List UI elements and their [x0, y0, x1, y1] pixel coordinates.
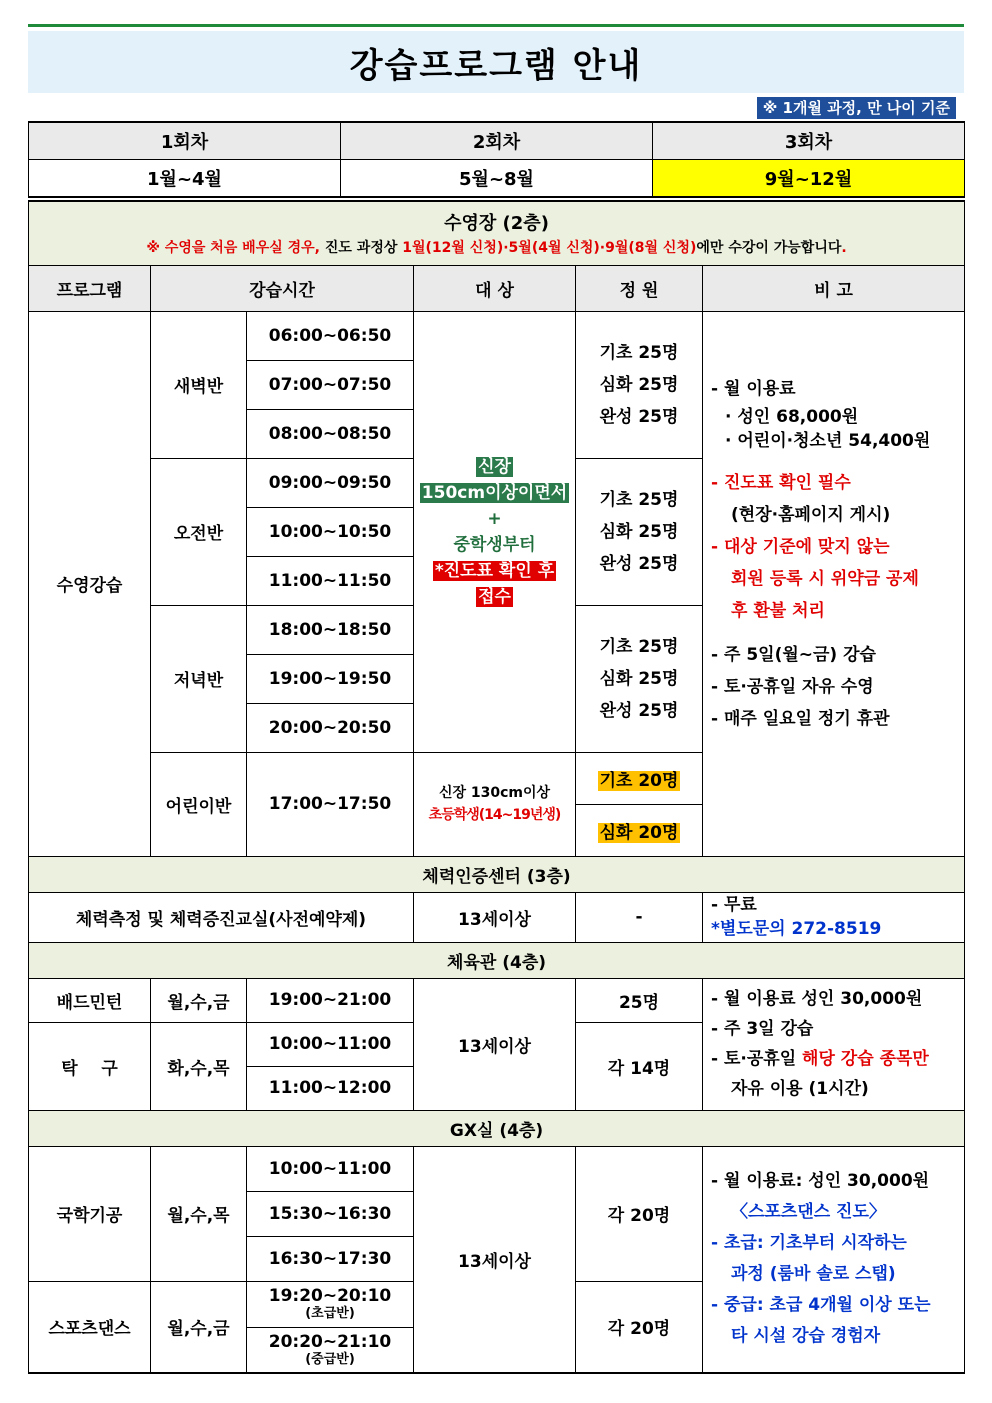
target-line: +	[487, 508, 502, 529]
time-slot: 11:00~12:00	[247, 1066, 414, 1110]
remark-line: 자유 이용 (1시간)	[731, 1079, 869, 1099]
gx-remarks	[703, 1146, 965, 1373]
time-slot: 09:00~09:50	[247, 458, 414, 507]
class-morning: 오전반	[151, 458, 247, 605]
capacity-line: 심화 25명	[599, 374, 679, 395]
term-table	[28, 121, 965, 198]
term-2-period: 5월~8월	[341, 160, 653, 198]
badminton-capacity: 25명	[576, 978, 703, 1022]
capacity-dawn	[576, 311, 703, 458]
dance-time: 20:20~21:10	[268, 1331, 392, 1352]
capacity-line: 완성 25명	[599, 553, 679, 574]
tabletennis-capacity: 각 14명	[576, 1022, 703, 1110]
time-slot	[247, 1327, 414, 1373]
remark-line: - 초급: 기초부터 시작하는	[711, 1233, 907, 1254]
kids-capacity-advanced	[576, 804, 703, 856]
fitness-capacity: -	[576, 892, 703, 942]
remark-line: - 토·공휴일 자유 수영	[711, 676, 874, 697]
time-slot	[247, 1281, 414, 1327]
term-2-name: 2회차	[341, 122, 653, 160]
time-slot: 20:00~20:50	[247, 703, 414, 752]
dance-level: (중급반)	[305, 1351, 355, 1367]
badminton-name: 배드민턴	[29, 978, 151, 1022]
capacity-morning	[576, 458, 703, 605]
time-slot: 10:00~11:00	[247, 1022, 414, 1066]
capacity-line: 기초 20명	[599, 770, 679, 791]
target-line: 신장	[478, 456, 511, 477]
header-target: 대 상	[414, 265, 576, 311]
capacity-line: 심화 25명	[599, 668, 679, 689]
kids-target-line: 신장 130cm이상	[438, 785, 551, 801]
remark-line: - 월 이용료: 성인 30,000원	[711, 1171, 930, 1192]
remark-line	[711, 1044, 964, 1074]
dance-level: (초급반)	[305, 1306, 355, 1321]
remark-line: · 성인 68,000원	[725, 406, 859, 427]
fitness-program: 체력측정 및 체력증진교실(사전예약제)	[29, 892, 414, 942]
time-slot: 06:00~06:50	[247, 311, 414, 360]
gym-remarks	[703, 978, 965, 1110]
fitness-section-title: 체력인증센터 (3층)	[29, 856, 965, 892]
remark-line: 회원 등록 시 위약금 공제	[731, 568, 919, 589]
remark-line: - 월 이용료	[711, 378, 796, 399]
time-slot: 15:30~16:30	[247, 1191, 414, 1236]
time-slot: 19:00~19:50	[247, 654, 414, 703]
target-line: 150cm이상이면서	[421, 482, 568, 503]
program-table	[28, 200, 965, 1374]
gukhak-days: 월,수,목	[151, 1146, 247, 1281]
remark-line: 〈스포츠댄스 진도〉	[731, 1202, 886, 1223]
term-3-name: 3회차	[653, 122, 965, 160]
remark-line: - 주 5일(월~금) 강습	[711, 644, 876, 665]
gym-target: 13세이상	[414, 978, 576, 1110]
remark-line: 과정 (룸바 솔로 스탭)	[731, 1264, 896, 1285]
remark-line: - 대상 기준에 맞지 않는	[711, 536, 890, 557]
header-program: 프로그램	[29, 265, 151, 311]
header-remark: 비 고	[703, 265, 965, 311]
pool-section	[29, 201, 965, 265]
class-kids: 어린이반	[151, 752, 247, 856]
class-evening: 저녁반	[151, 605, 247, 752]
remark-part: - 토·공휴일	[711, 1049, 803, 1069]
remark-line: 타 시설 강습 경험자	[731, 1326, 881, 1347]
kids-target-line: 초등학생(14~19년생)	[428, 807, 561, 823]
capacity-evening	[576, 605, 703, 752]
age-note: ※ 1개월 과정, 만 나이 기준	[757, 97, 956, 119]
remark-line: · 어린이·청소년 54,400원	[725, 430, 931, 451]
target-line: 중학생부터	[453, 534, 536, 555]
capacity-line: 기초 25명	[599, 342, 679, 363]
capacity-line: 심화 20명	[599, 822, 679, 843]
header-time: 강습시간	[151, 265, 414, 311]
tabletennis-name: 탁 구	[29, 1022, 151, 1110]
gx-target: 13세이상	[414, 1146, 576, 1373]
capacity-line: 완성 25명	[599, 700, 679, 721]
time-slot: 10:00~10:50	[247, 507, 414, 556]
time-slot: 08:00~08:50	[247, 409, 414, 458]
dance-capacity: 각 20명	[576, 1281, 703, 1373]
capacity-line: 기초 25명	[599, 489, 679, 510]
time-slot: 10:00~11:00	[247, 1146, 414, 1191]
time-slot: 07:00~07:50	[247, 360, 414, 409]
target-line: 접수	[478, 586, 511, 607]
time-slot: 18:00~18:50	[247, 605, 414, 654]
remark-line: - 무료	[711, 895, 757, 915]
remark-line: - 진도표 확인 필수	[711, 472, 851, 493]
kids-target	[414, 752, 576, 856]
swim-remarks	[703, 311, 965, 856]
remark-line: 후 환불 처리	[731, 600, 825, 621]
capacity-line: 기초 25명	[599, 636, 679, 657]
badminton-days: 월,수,금	[151, 978, 247, 1022]
time-slot-kids: 17:00~17:50	[247, 752, 414, 856]
remark-line: - 매주 일요일 정기 휴관	[711, 708, 890, 729]
time-slot: 19:00~21:00	[247, 978, 414, 1022]
remark-part: 해당 강습 종목만	[802, 1049, 929, 1069]
time-slot: 16:30~17:30	[247, 1236, 414, 1281]
class-dawn: 새벽반	[151, 311, 247, 458]
swim-target	[414, 311, 576, 752]
term-1-period: 1월~4월	[29, 160, 341, 198]
swim-program: 수영강습	[29, 311, 151, 856]
fitness-remarks	[703, 892, 965, 942]
gukhak-name: 국학기공	[29, 1146, 151, 1281]
header-capacity: 정 원	[576, 265, 703, 311]
gx-section-title: GX실 (4층)	[29, 1110, 965, 1146]
term-1-name: 1회차	[29, 122, 341, 160]
pool-warning	[29, 237, 964, 257]
warning-part-1: ※ 수영을 처음 배우실 경우,	[146, 240, 320, 257]
dance-name: 스포츠댄스	[29, 1281, 151, 1373]
time-slot: 11:00~11:50	[247, 556, 414, 605]
dance-days: 월,수,금	[151, 1281, 247, 1373]
remark-line: *별도문의 272-8519	[711, 919, 882, 939]
dance-time: 19:20~20:10	[268, 1286, 392, 1306]
fitness-target: 13세이상	[414, 892, 576, 942]
warning-part-5: .	[841, 240, 847, 257]
kids-capacity-basic	[576, 752, 703, 804]
pool-title: 수영장 (2층)	[444, 213, 549, 235]
warning-part-2: 진도 과정상	[320, 240, 403, 257]
remark-line: - 월 이용료 성인 30,000원	[711, 989, 923, 1009]
term-3-period: 9월~12월	[653, 160, 965, 198]
remark-line: - 주 3일 강습	[711, 1019, 814, 1039]
warning-part-4: 에만 수강이 가능합니다	[696, 240, 842, 257]
warning-part-3: 1월(12월 신청)·5월(4월 신청)·9월(8월 신청)	[402, 240, 697, 257]
gukhak-capacity: 각 20명	[576, 1146, 703, 1281]
top-rule	[28, 24, 964, 27]
remark-line: - 중급: 초급 4개월 이상 또는	[711, 1295, 931, 1316]
tabletennis-days: 화,수,목	[151, 1022, 247, 1110]
capacity-line: 완성 25명	[599, 406, 679, 427]
remark-line: (현장·홈페이지 게시)	[731, 504, 891, 525]
capacity-line: 심화 25명	[599, 521, 679, 542]
gym-section-title: 체육관 (4층)	[29, 942, 965, 978]
page-title: 강습프로그램 안내	[28, 31, 964, 93]
target-line: *진도표 확인 후	[434, 560, 555, 581]
